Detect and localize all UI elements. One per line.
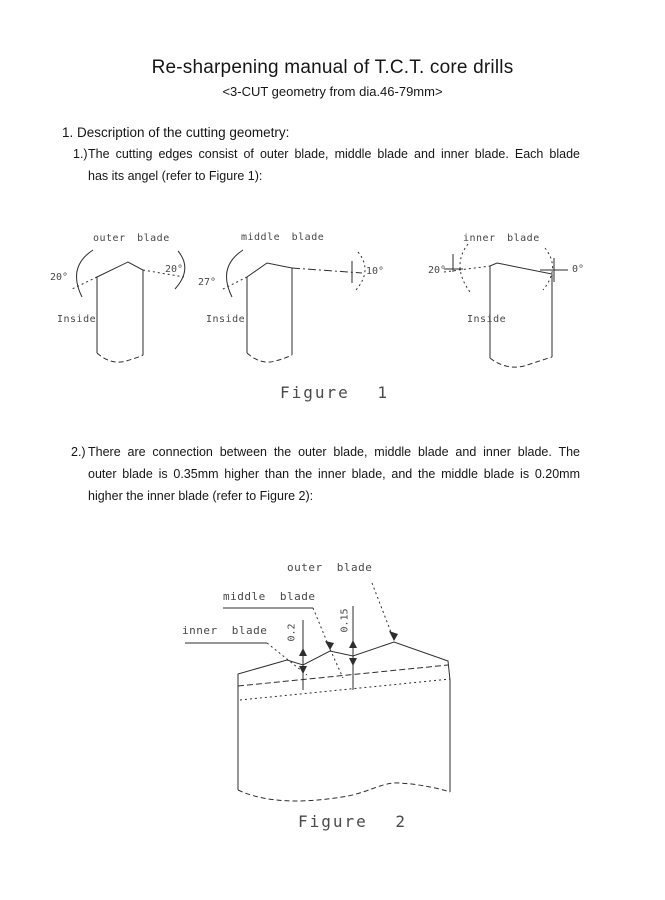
- fig2-inner-blade-label: inner blade: [182, 624, 268, 637]
- page-subtitle: <3-CUT geometry from dia.46-79mm>: [222, 84, 443, 99]
- fig2-dim-0-2: 0.2: [286, 623, 298, 642]
- fig1-outer-blade-label: outer blade: [93, 233, 170, 244]
- fig1-middle-blade-label: middle blade: [241, 232, 325, 243]
- section-heading: 1. Description of the cutting geometry:: [62, 125, 290, 140]
- fig2-outer-blade-label: outer blade: [287, 561, 373, 574]
- figure1-drawing: [30, 235, 640, 375]
- item2-line2: outer blade is 0.35mm higher than the inner blade, and the middle blade is 0.20mm: [88, 467, 580, 481]
- page-title: Re-sharpening manual of T.C.T. core drills: [151, 57, 514, 78]
- fig1-outer-left-angle: 20°: [50, 272, 69, 283]
- fig1-inner-right-angle: 0°: [572, 264, 585, 275]
- item2-number: 2.): [71, 445, 86, 459]
- item2-line3: higher the inner blade (refer to Figure 2):: [88, 489, 314, 503]
- figure2-caption: Figure 2: [298, 812, 408, 831]
- fig1-middle-right-angle: 10°: [366, 266, 385, 277]
- fig1-outer-inside-label: Inside: [57, 314, 97, 325]
- fig1-middle-left-angle: 27°: [198, 277, 217, 288]
- fig1-middle-inside-label: Inside: [206, 314, 246, 325]
- item2-line1: There are connection between the outer blade, middle blade and inner blade. The: [88, 445, 580, 459]
- figure1-caption: Figure 1: [280, 383, 390, 402]
- item1-line1: The cutting edges consist of outer blade, middle blade and inner blade. Each blade: [88, 147, 580, 161]
- fig1-inner-blade-label: inner blade: [463, 233, 540, 244]
- fig1-inner-left-angle: 20°: [428, 265, 447, 276]
- figure2-drawing: [175, 575, 465, 807]
- fig2-dim-0-15: 0.15: [339, 608, 351, 633]
- fig2-middle-blade-label: middle blade: [223, 590, 316, 603]
- fig1-outer-right-angle: 20°: [165, 264, 184, 275]
- item1-number: 1.): [73, 147, 88, 161]
- fig1-inner-inside-label: Inside: [467, 314, 507, 325]
- item1-line2: has its angel (refer to Figure 1):: [88, 169, 263, 183]
